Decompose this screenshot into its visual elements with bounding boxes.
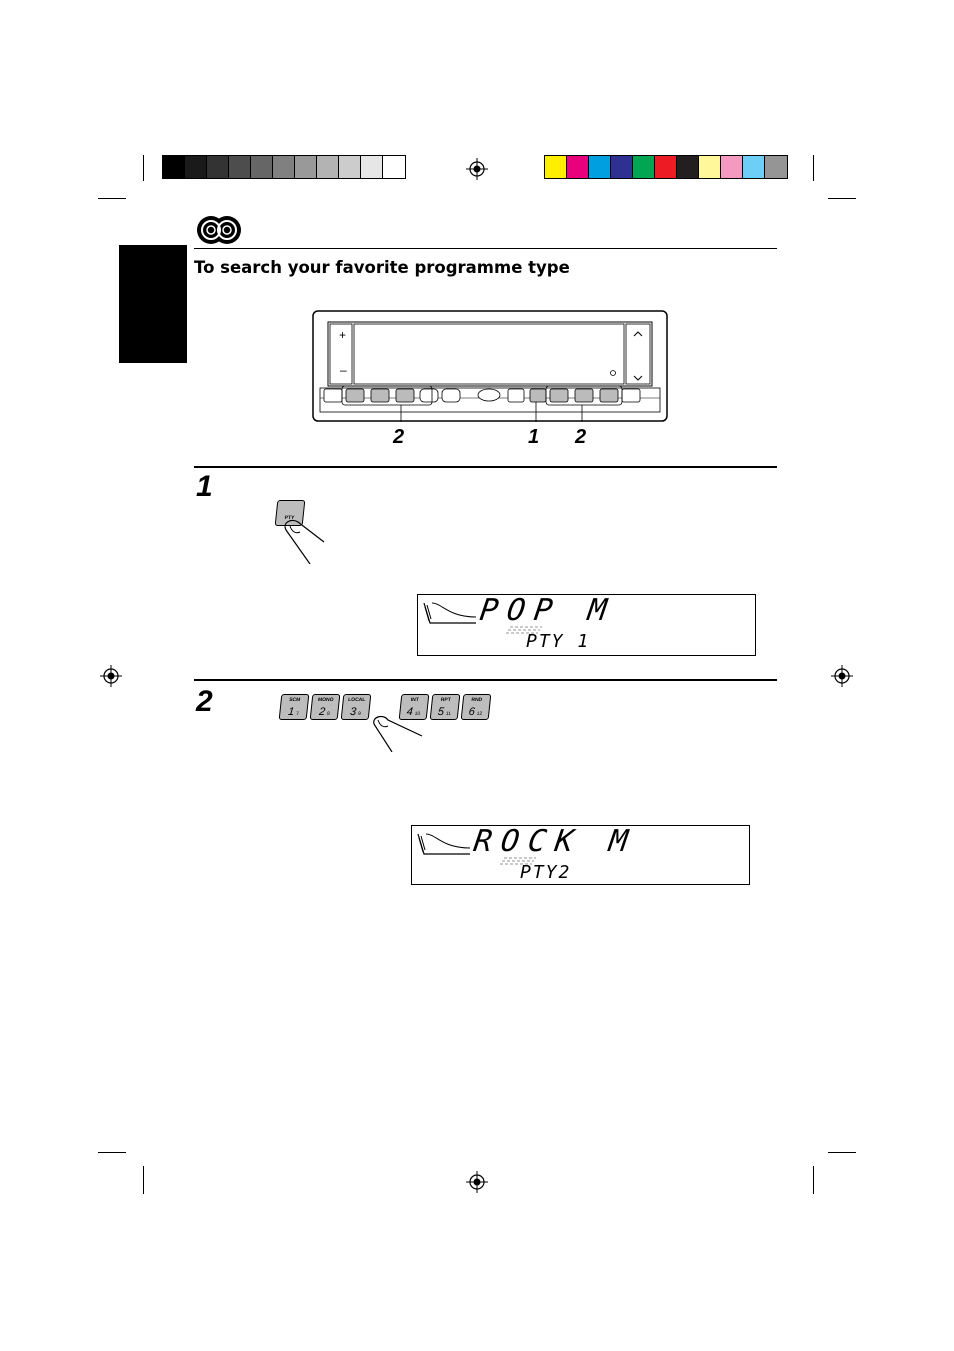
color-swatch: [229, 156, 251, 178]
preset-button-2[interactable]: [310, 694, 341, 720]
preset-button-number: 612: [468, 706, 483, 718]
preset-button-6[interactable]: [461, 694, 492, 720]
color-swatch: [721, 156, 743, 178]
callout-2-left: 2: [393, 426, 405, 448]
display-main-text: ROCK M: [471, 824, 639, 859]
color-swatch: [185, 156, 207, 178]
crop-mark: [813, 155, 814, 181]
section-heading: To search your favorite programme type: [194, 258, 570, 277]
color-swatch: [317, 156, 339, 178]
crop-mark: [98, 1152, 126, 1153]
color-swatch: [251, 156, 273, 178]
crop-mark: [143, 1166, 144, 1194]
registration-mark-icon: [100, 665, 122, 687]
color-swatch: [743, 156, 765, 178]
panel-minus-label: –: [340, 363, 347, 377]
panel-plus-label: +: [339, 328, 347, 342]
display-step-2: [411, 825, 750, 885]
callout-2-right: 2: [575, 426, 587, 448]
crop-mark: [813, 1166, 814, 1194]
crop-mark: [828, 1152, 856, 1153]
step-1-number: 1: [196, 470, 213, 503]
color-swatch: [699, 156, 721, 178]
preset-button-3[interactable]: [341, 694, 372, 720]
preset-button-label: LOCAL: [347, 697, 366, 703]
display-sub-text: PTY2: [520, 862, 572, 883]
crop-mark: [828, 198, 856, 199]
rds-section-icon: [195, 214, 243, 246]
preset-button-5[interactable]: [430, 694, 461, 720]
preset-button-label: INT: [410, 697, 420, 703]
preset-button-number: 39: [349, 706, 362, 718]
language-tab: [119, 245, 187, 363]
pty-button-label: PTY: [284, 515, 295, 521]
preset-button-number: 28: [318, 706, 331, 718]
color-calibration-bar: [544, 155, 788, 179]
color-swatch: [273, 156, 295, 178]
color-swatch: [589, 156, 611, 178]
control-panel-illustration: [312, 310, 668, 422]
preset-button-number: 511: [437, 706, 452, 718]
step-2-rule: [194, 679, 777, 681]
color-swatch: [295, 156, 317, 178]
step-2-number: 2: [196, 685, 213, 718]
preset-button-1[interactable]: [279, 694, 310, 720]
callout-1: 1: [528, 426, 540, 448]
preset-button-number: 17: [287, 706, 300, 718]
grayscale-calibration-bar: [162, 155, 406, 179]
preset-button-number: 410: [406, 706, 421, 718]
display-sub-text: PTY 1: [526, 631, 591, 652]
color-swatch: [765, 156, 787, 178]
section-rule: [194, 248, 777, 249]
color-swatch: [545, 156, 567, 178]
color-swatch: [163, 156, 185, 178]
preset-button-label: RPT: [440, 697, 452, 703]
color-swatch: [207, 156, 229, 178]
pressing-finger-icon: [280, 512, 330, 564]
pressing-finger-icon: [370, 712, 424, 752]
color-swatch: [567, 156, 589, 178]
step-1-rule: [194, 466, 777, 468]
registration-mark-icon: [831, 665, 853, 687]
color-swatch: [677, 156, 699, 178]
color-swatch: [611, 156, 633, 178]
registration-mark-icon: [466, 158, 488, 180]
preset-button-label: MONO: [317, 697, 334, 703]
color-swatch: [633, 156, 655, 178]
display-step-1: [417, 594, 756, 656]
color-swatch: [361, 156, 383, 178]
color-swatch: [339, 156, 361, 178]
crop-mark: [143, 155, 144, 181]
display-main-text: POP M: [477, 593, 618, 628]
color-swatch: [383, 156, 405, 178]
rds-signal-icon: [416, 830, 474, 858]
color-swatch: [655, 156, 677, 178]
crop-mark: [98, 198, 126, 199]
preset-button-label: RND: [470, 697, 483, 703]
preset-button-label: SCM: [288, 697, 301, 703]
rds-signal-icon: [422, 599, 480, 627]
registration-mark-icon: [466, 1171, 488, 1193]
